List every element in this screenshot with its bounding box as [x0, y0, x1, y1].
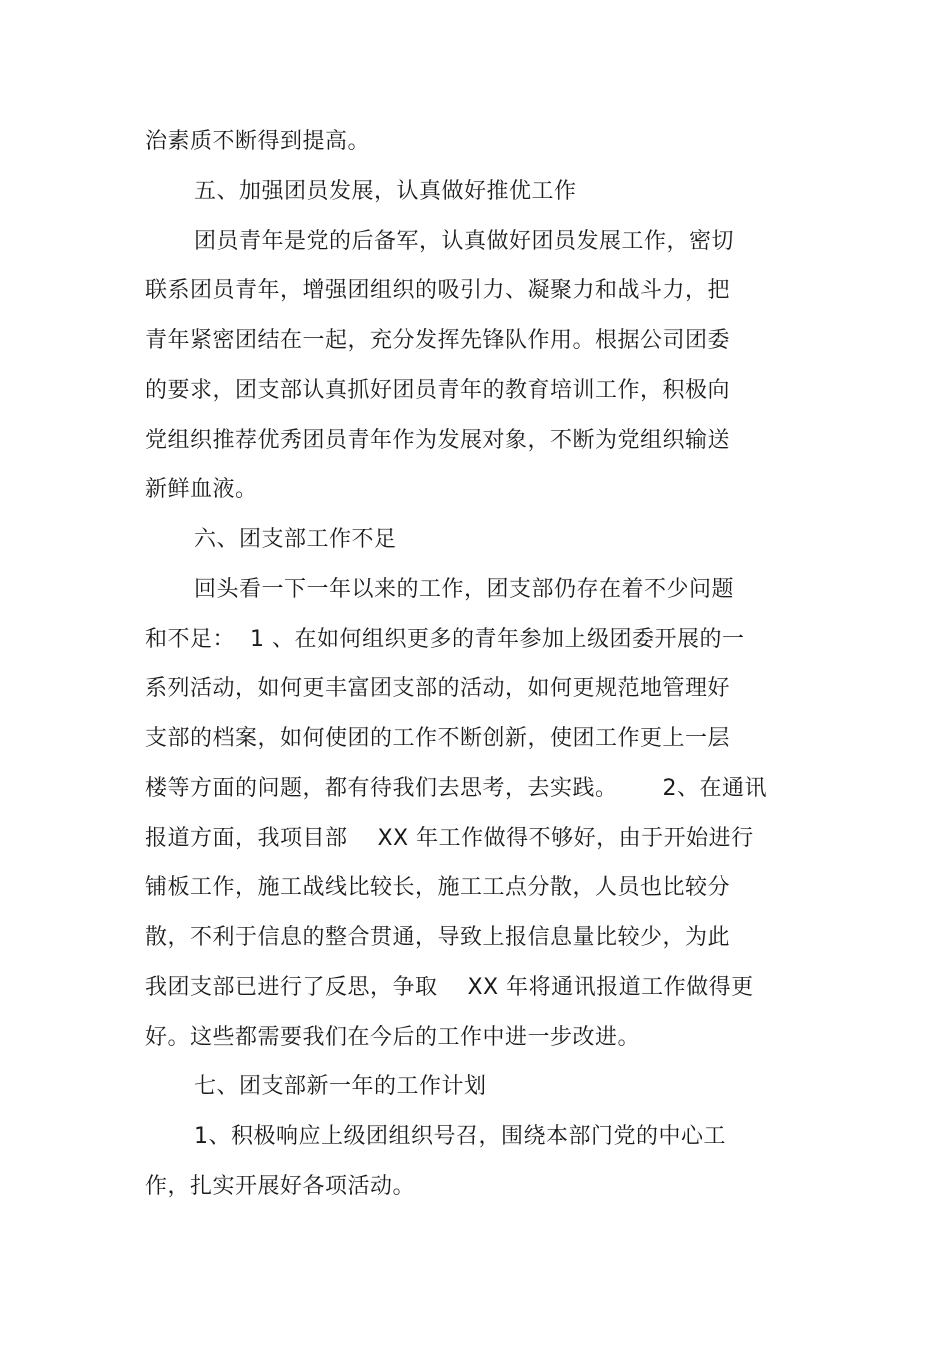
text-line: 回头看一下一年以来的工作，团支部仍存在着不少问题	[194, 577, 735, 602]
text-line: 1、积极响应上级团组织号召，围绕本部门党的中心工	[194, 1124, 726, 1149]
text-line: 治素质不断得到提高。	[145, 129, 371, 154]
text-line: 我团支部已进行了反思，争取 XX 年将通讯报道工作做得更	[145, 975, 754, 1000]
text-line: 青年紧密团结在一起，充分发挥先锋队作用。根据公司团委	[145, 328, 731, 353]
text-line: 新鲜血液。	[145, 477, 258, 502]
text-line: 楼等方面的问题，都有待我们去思考，去实践。 2、在通讯	[145, 776, 767, 801]
text-line: 铺板工作，施工战线比较长，施工工点分散，人员也比较分	[145, 875, 731, 900]
text-line: 党组织推荐优秀团员青年作为发展对象，不断为党组织输送	[145, 428, 731, 453]
text-line: 好。这些都需要我们在今后的工作中进一步改进。	[145, 1025, 641, 1050]
section-heading: 五、加强团员发展，认真做好推优工作	[194, 179, 577, 204]
text-line: 报道方面，我项目部 XX 年工作做得不够好，由于开始进行	[145, 826, 754, 851]
section-heading: 七、团支部新一年的工作计划	[194, 1074, 487, 1099]
text-line: 作，扎实开展好各项活动。	[145, 1174, 416, 1199]
text-line: 散，不利于信息的整合贯通，导致上报信息量比较少，为此	[145, 925, 731, 950]
text-line: 联系团员青年，增强团组织的吸引力、凝聚力和战斗力，把	[145, 278, 731, 303]
text-line: 系列活动，如何更丰富团支部的活动，如何更规范地管理好	[145, 676, 731, 701]
section-heading: 六、团支部工作不足	[194, 527, 397, 552]
text-line: 的要求，团支部认真抓好团员青年的教育培训工作，积极向	[145, 378, 731, 403]
text-line: 和不足： 1 、在如何组织更多的青年参加上级团委开展的一	[145, 627, 745, 652]
text-line: 支部的档案，如何使团的工作不断创新，使团工作更上一层	[145, 726, 731, 751]
text-line: 团员青年是党的后备军，认真做好团员发展工作，密切	[194, 229, 735, 254]
